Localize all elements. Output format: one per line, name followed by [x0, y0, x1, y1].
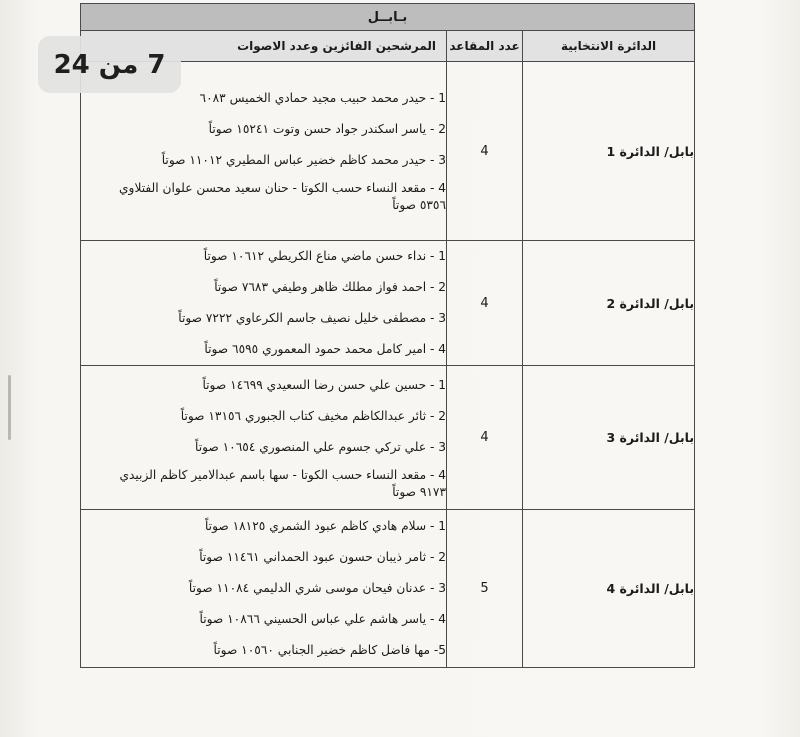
district-column-header: الدائرة الانتخابية — [523, 31, 695, 62]
candidate-name: 4 - مقعد النساء حسب الكوتا - حنان سعيد محسن علوان الفتلاوي — [119, 181, 447, 195]
candidate-entry: 3 - حيدر محمد كاظم خضير عباس المطيري ١١٠١٢ صوتاً — [161, 153, 447, 167]
district-name: بابل/ الدائرة 1 — [523, 62, 695, 241]
seats-column-header: عدد المقاعد — [447, 31, 523, 62]
district-name: بابل/ الدائرة 3 — [523, 366, 695, 510]
candidate-entry: 2 - احمد فواز مطلك ظاهر وطيفي ٧٦٨٣ صوتاً — [214, 280, 447, 294]
seat-count: 5 — [447, 510, 523, 668]
winners-column-header: المرشحين الفائزين وعدد الاصوات — [81, 31, 447, 62]
candidate-entry: 1 - سلام هادي كاظم عبود الشمري ١٨١٢٥ صوتاً — [204, 519, 447, 533]
seat-count: 4 — [447, 62, 523, 241]
candidate-entry: 1 - حسين علي حسن رضا السعيدي ١٤٦٩٩ صوتاً — [202, 377, 447, 392]
candidate-entry: 1 - نداء حسن ماضي مناع الكريطي ١٠٦١٢ صوتاً — [203, 249, 447, 263]
seat-count: 4 — [447, 366, 523, 510]
candidate-entry: 5- مها فاضل كاظم خضير الجنابي ١٠٥٦٠ صوتاً — [213, 643, 447, 657]
candidate-entry: 2 - ياسر اسكندر جواد حسن وتوت ١٥٢٤١ صوتاً — [208, 122, 447, 136]
candidate-votes: ٩١٧٣ صوتاً — [392, 484, 447, 499]
candidate-entry: 3 - عدنان فيحان موسى شري الدليمي ١١٠٨٤ صوتاً — [188, 581, 447, 595]
candidate-name: 4 - مقعد النساء حسب الكوتا - سها باسم عبدالامير كاظم الزبيدي — [119, 467, 447, 482]
district-row — [81, 366, 695, 510]
candidate-entry: 4 - ياسر هاشم علي عباس الحسيني ١٠٨٦٦ صوتاً — [199, 612, 447, 626]
candidate-entry — [81, 463, 446, 506]
candidate-votes: ٥٣٥٦ صوتاً — [392, 198, 447, 212]
scroll-indicator — [8, 375, 11, 440]
candidate-entry: 3 - علي تركي جسوم علي المنصوري ١٠٦٥٤ صوتاً — [195, 439, 447, 454]
candidate-entry — [81, 176, 446, 219]
district-row — [81, 510, 695, 668]
winners-list — [81, 510, 447, 668]
candidate-entry: 1 - حيدر محمد حبيب مجيد حمادي الخميس ٦٠٨٣ — [199, 91, 447, 105]
district-name: بابل/ الدائرة 4 — [523, 510, 695, 668]
winners-list — [81, 366, 447, 510]
candidate-entry: 2 - ثائر عبدالكاظم مخيف كتاب الجبوري ١٣١٥٦ صوتاً — [180, 408, 447, 423]
district-row — [81, 241, 695, 366]
candidate-entry: 4 - امير كامل محمد حمود المعموري ٦٥٩٥ صوتاً — [204, 342, 447, 356]
province-header-row — [81, 4, 695, 31]
candidate-entry: 3 - مصطفى خليل نصيف جاسم الكرعاوي ٧٢٢٢ صوتاً — [178, 311, 447, 325]
province-title: بـابــل — [81, 4, 695, 31]
page-counter-badge: 7 من 24 — [38, 36, 181, 93]
election-results-table — [80, 3, 695, 668]
candidate-entry: 2 - ثامر ذيبان حسون عبود الحمداني ١١٤٦١ صوتاً — [199, 550, 447, 564]
winners-list — [81, 241, 447, 366]
seat-count: 4 — [447, 241, 523, 366]
district-name: بابل/ الدائرة 2 — [523, 241, 695, 366]
